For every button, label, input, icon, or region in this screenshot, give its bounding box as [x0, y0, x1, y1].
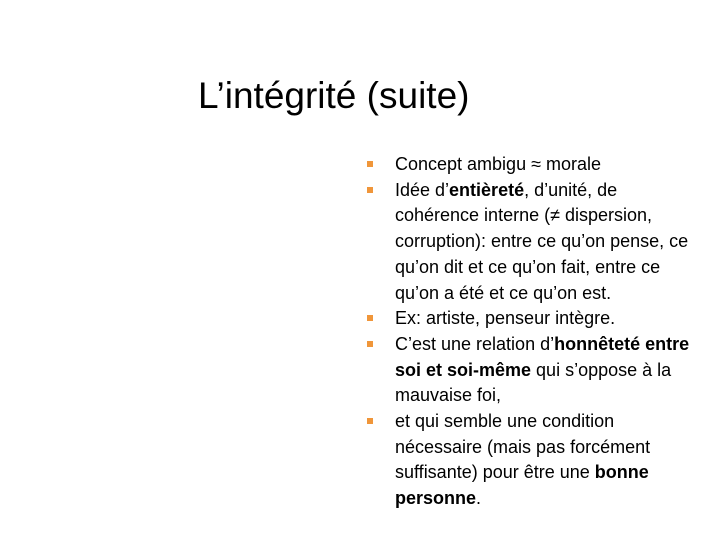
bullet-text: [395, 409, 706, 512]
text-segment: Concept ambigu ≈ morale: [395, 154, 601, 174]
text-segment: .: [476, 488, 482, 509]
bullet-text: [395, 152, 706, 178]
text-segment: et qui semble une condition nécessaire (mais pas forcément suffisante) pour être une: [395, 411, 651, 483]
slide-title: L’intégrité (suite): [198, 75, 470, 116]
square-bullet-icon: [367, 418, 373, 424]
square-bullet-icon: [367, 315, 373, 321]
text-segment: C’est une relation d’: [395, 333, 555, 354]
text-segment: qui s’oppose à la mauvaise foi,: [395, 359, 672, 406]
bullet-item: [366, 178, 706, 307]
bullet-text: [395, 178, 706, 307]
bold-text-segment: entièreté: [449, 179, 525, 200]
bullet-item: [366, 306, 706, 332]
text-segment: Idée d’: [395, 179, 450, 200]
bullet-item: [366, 332, 706, 409]
bullet-item: [366, 152, 706, 178]
bullet-text: [395, 306, 706, 332]
square-bullet-icon: [367, 187, 373, 193]
bullet-text: [395, 332, 706, 409]
bold-text-segment: honnêteté entre soi et soi-même: [395, 333, 690, 380]
square-bullet-icon: [367, 161, 373, 167]
bold-text-segment: bonne personne: [395, 462, 649, 509]
text-segment: , d’unité, de cohérence interne (≠ dispersion, corruption): entre ce qu’on pense, ce qu’on dit et ce qu’on fait, entre ce qu’on a été et ce qu’on est.: [395, 179, 689, 303]
bullet-item: [366, 409, 706, 512]
text-segment: Ex: artiste, penseur intègre.: [395, 308, 616, 329]
bullet-list: [366, 152, 706, 512]
square-bullet-icon: [367, 341, 373, 347]
